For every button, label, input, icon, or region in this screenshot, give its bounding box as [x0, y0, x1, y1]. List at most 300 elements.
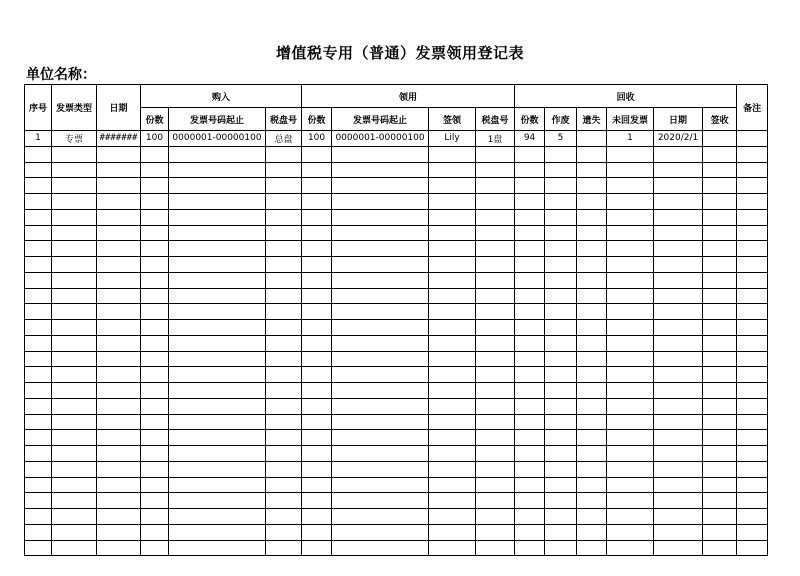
table-cell[interactable] [141, 477, 169, 493]
table-cell[interactable] [654, 146, 703, 162]
table-cell[interactable] [515, 225, 545, 241]
table-cell[interactable] [25, 477, 52, 493]
table-cell[interactable] [654, 398, 703, 414]
table-cell[interactable] [169, 383, 266, 399]
table-cell[interactable] [607, 509, 654, 525]
table-cell[interactable] [141, 509, 169, 525]
table-cell[interactable] [169, 178, 266, 194]
table-cell[interactable] [266, 461, 302, 477]
table-cell[interactable] [141, 304, 169, 320]
table-cell[interactable] [476, 272, 515, 288]
table-cell[interactable] [169, 398, 266, 414]
table-cell[interactable] [515, 351, 545, 367]
table-cell[interactable] [52, 335, 97, 351]
table-cell[interactable] [97, 320, 141, 336]
table-cell[interactable] [302, 493, 332, 509]
table-cell[interactable] [97, 367, 141, 383]
table-cell[interactable] [141, 272, 169, 288]
table-cell[interactable] [654, 540, 703, 556]
table-cell[interactable] [266, 335, 302, 351]
table-cell[interactable] [52, 367, 97, 383]
table-cell[interactable] [25, 162, 52, 178]
table-cell[interactable] [141, 209, 169, 225]
table-cell[interactable] [545, 540, 577, 556]
table-cell[interactable] [332, 241, 429, 257]
table-cell[interactable] [607, 335, 654, 351]
table-cell[interactable] [737, 398, 768, 414]
table-cell[interactable] [97, 351, 141, 367]
table-cell[interactable] [577, 367, 607, 383]
table-cell[interactable] [97, 257, 141, 273]
table-cell[interactable] [25, 272, 52, 288]
table-cell[interactable] [577, 146, 607, 162]
table-cell[interactable] [169, 320, 266, 336]
table-cell[interactable] [332, 162, 429, 178]
table-cell[interactable] [545, 430, 577, 446]
table-cell[interactable] [302, 335, 332, 351]
table-cell[interactable] [737, 335, 768, 351]
table-cell[interactable] [141, 430, 169, 446]
table-cell[interactable] [545, 398, 577, 414]
table-cell[interactable] [266, 414, 302, 430]
table-cell[interactable] [141, 288, 169, 304]
table-cell[interactable] [332, 335, 429, 351]
table-cell[interactable] [737, 351, 768, 367]
table-cell[interactable] [266, 304, 302, 320]
table-cell[interactable] [332, 146, 429, 162]
table-cell[interactable] [429, 509, 476, 525]
table-cell[interactable] [302, 162, 332, 178]
table-cell[interactable] [515, 509, 545, 525]
cell-receive-range[interactable]: 0000001-00000100 [332, 131, 429, 147]
table-cell[interactable] [332, 367, 429, 383]
table-cell[interactable] [545, 461, 577, 477]
table-cell[interactable] [577, 241, 607, 257]
table-cell[interactable] [97, 146, 141, 162]
table-cell[interactable] [737, 178, 768, 194]
table-cell[interactable] [577, 446, 607, 462]
table-cell[interactable] [266, 241, 302, 257]
table-cell[interactable] [97, 304, 141, 320]
table-cell[interactable] [332, 493, 429, 509]
table-cell[interactable] [703, 509, 737, 525]
table-cell[interactable] [703, 162, 737, 178]
table-cell[interactable] [52, 146, 97, 162]
cell-purchase-count[interactable]: 100 [141, 131, 169, 147]
table-cell[interactable] [515, 414, 545, 430]
table-cell[interactable] [141, 335, 169, 351]
table-cell[interactable] [737, 194, 768, 210]
table-cell[interactable] [654, 320, 703, 336]
table-cell[interactable] [737, 383, 768, 399]
cell-purchase-disk[interactable]: 总盘 [266, 131, 302, 147]
table-cell[interactable] [266, 320, 302, 336]
table-cell[interactable] [141, 178, 169, 194]
table-cell[interactable] [25, 351, 52, 367]
table-cell[interactable] [607, 146, 654, 162]
table-cell[interactable] [25, 304, 52, 320]
table-cell[interactable] [169, 414, 266, 430]
table-cell[interactable] [302, 146, 332, 162]
table-cell[interactable] [545, 335, 577, 351]
table-cell[interactable] [97, 477, 141, 493]
table-cell[interactable] [429, 414, 476, 430]
table-cell[interactable] [266, 257, 302, 273]
table-cell[interactable] [25, 446, 52, 462]
table-cell[interactable] [25, 430, 52, 446]
table-cell[interactable] [476, 524, 515, 540]
table-cell[interactable] [141, 146, 169, 162]
table-cell[interactable] [302, 383, 332, 399]
table-cell[interactable] [476, 162, 515, 178]
table-cell[interactable] [545, 524, 577, 540]
table-cell[interactable] [52, 162, 97, 178]
table-cell[interactable] [141, 367, 169, 383]
table-cell[interactable] [169, 540, 266, 556]
table-cell[interactable] [429, 288, 476, 304]
table-cell[interactable] [654, 194, 703, 210]
table-cell[interactable] [515, 194, 545, 210]
table-cell[interactable] [169, 477, 266, 493]
table-cell[interactable] [332, 257, 429, 273]
table-cell[interactable] [302, 225, 332, 241]
table-cell[interactable] [654, 178, 703, 194]
table-cell[interactable] [25, 509, 52, 525]
table-cell[interactable] [429, 178, 476, 194]
table-cell[interactable] [515, 446, 545, 462]
table-cell[interactable] [97, 178, 141, 194]
table-cell[interactable] [429, 351, 476, 367]
table-cell[interactable] [737, 241, 768, 257]
table-cell[interactable] [476, 209, 515, 225]
table-cell[interactable] [141, 414, 169, 430]
table-cell[interactable] [25, 398, 52, 414]
table-cell[interactable] [141, 461, 169, 477]
table-cell[interactable] [169, 241, 266, 257]
table-cell[interactable] [52, 414, 97, 430]
table-cell[interactable] [515, 477, 545, 493]
table-cell[interactable] [607, 461, 654, 477]
table-cell[interactable] [266, 209, 302, 225]
table-cell[interactable] [266, 146, 302, 162]
table-cell[interactable] [545, 351, 577, 367]
table-cell[interactable] [25, 383, 52, 399]
table-cell[interactable] [737, 540, 768, 556]
table-cell[interactable] [141, 257, 169, 273]
table-cell[interactable] [141, 398, 169, 414]
cell-receive-disk[interactable]: 1盘 [476, 131, 515, 147]
table-cell[interactable] [545, 209, 577, 225]
table-cell[interactable] [577, 209, 607, 225]
table-cell[interactable] [25, 540, 52, 556]
table-cell[interactable] [52, 524, 97, 540]
table-cell[interactable] [545, 446, 577, 462]
table-cell[interactable] [429, 257, 476, 273]
table-cell[interactable] [545, 477, 577, 493]
table-cell[interactable] [577, 398, 607, 414]
table-cell[interactable] [515, 430, 545, 446]
table-cell[interactable] [141, 351, 169, 367]
table-cell[interactable] [25, 194, 52, 210]
table-cell[interactable] [332, 225, 429, 241]
table-cell[interactable] [577, 178, 607, 194]
cell-recover-date[interactable]: 2020/2/1 [654, 131, 703, 147]
table-cell[interactable] [545, 383, 577, 399]
table-cell[interactable] [266, 524, 302, 540]
table-cell[interactable] [476, 477, 515, 493]
table-cell[interactable] [52, 272, 97, 288]
table-cell[interactable] [654, 493, 703, 509]
table-cell[interactable] [703, 461, 737, 477]
table-cell[interactable] [607, 446, 654, 462]
table-cell[interactable] [515, 146, 545, 162]
table-cell[interactable] [169, 162, 266, 178]
table-cell[interactable] [607, 304, 654, 320]
table-cell[interactable] [97, 524, 141, 540]
table-cell[interactable] [703, 367, 737, 383]
table-cell[interactable] [52, 430, 97, 446]
table-cell[interactable] [607, 209, 654, 225]
table-cell[interactable] [577, 304, 607, 320]
table-cell[interactable] [141, 225, 169, 241]
table-cell[interactable] [515, 320, 545, 336]
table-cell[interactable] [25, 209, 52, 225]
table-cell[interactable] [52, 288, 97, 304]
table-cell[interactable] [169, 335, 266, 351]
table-cell[interactable] [607, 398, 654, 414]
cell-remarks[interactable] [737, 131, 768, 147]
table-cell[interactable] [737, 524, 768, 540]
table-cell[interactable] [737, 461, 768, 477]
table-cell[interactable] [737, 162, 768, 178]
table-cell[interactable] [25, 146, 52, 162]
table-cell[interactable] [577, 430, 607, 446]
table-cell[interactable] [737, 272, 768, 288]
table-cell[interactable] [703, 288, 737, 304]
table-cell[interactable] [302, 272, 332, 288]
table-cell[interactable] [515, 272, 545, 288]
table-cell[interactable] [654, 162, 703, 178]
table-cell[interactable] [52, 320, 97, 336]
table-cell[interactable] [25, 414, 52, 430]
table-cell[interactable] [97, 335, 141, 351]
table-cell[interactable] [515, 383, 545, 399]
table-cell[interactable] [545, 272, 577, 288]
table-cell[interactable] [141, 320, 169, 336]
table-cell[interactable] [52, 383, 97, 399]
table-cell[interactable] [169, 351, 266, 367]
table-cell[interactable] [52, 241, 97, 257]
table-cell[interactable] [97, 194, 141, 210]
table-cell[interactable] [607, 524, 654, 540]
table-cell[interactable] [302, 209, 332, 225]
table-cell[interactable] [302, 461, 332, 477]
table-cell[interactable] [654, 414, 703, 430]
table-cell[interactable] [607, 257, 654, 273]
table-cell[interactable] [577, 257, 607, 273]
table-cell[interactable] [577, 162, 607, 178]
table-cell[interactable] [654, 272, 703, 288]
table-cell[interactable] [25, 257, 52, 273]
table-cell[interactable] [654, 209, 703, 225]
table-cell[interactable] [332, 446, 429, 462]
table-cell[interactable] [429, 162, 476, 178]
table-cell[interactable] [97, 288, 141, 304]
table-cell[interactable] [703, 446, 737, 462]
table-cell[interactable] [737, 225, 768, 241]
table-cell[interactable] [607, 241, 654, 257]
table-cell[interactable] [141, 162, 169, 178]
table-cell[interactable] [169, 194, 266, 210]
table-cell[interactable] [515, 461, 545, 477]
table-cell[interactable] [52, 446, 97, 462]
table-cell[interactable] [169, 524, 266, 540]
table-cell[interactable] [703, 272, 737, 288]
table-cell[interactable] [302, 540, 332, 556]
table-cell[interactable] [703, 209, 737, 225]
table-cell[interactable] [607, 351, 654, 367]
table-cell[interactable] [577, 493, 607, 509]
table-cell[interactable] [607, 477, 654, 493]
table-cell[interactable] [545, 304, 577, 320]
table-cell[interactable] [545, 178, 577, 194]
table-cell[interactable] [429, 304, 476, 320]
table-cell[interactable] [577, 225, 607, 241]
table-cell[interactable] [302, 351, 332, 367]
table-cell[interactable] [332, 540, 429, 556]
table-cell[interactable] [429, 225, 476, 241]
cell-recover-count[interactable]: 94 [515, 131, 545, 147]
table-cell[interactable] [97, 398, 141, 414]
table-cell[interactable] [302, 446, 332, 462]
table-cell[interactable] [476, 178, 515, 194]
table-cell[interactable] [703, 540, 737, 556]
table-cell[interactable] [169, 446, 266, 462]
table-cell[interactable] [429, 398, 476, 414]
table-cell[interactable] [141, 540, 169, 556]
table-cell[interactable] [737, 209, 768, 225]
table-cell[interactable] [266, 383, 302, 399]
table-cell[interactable] [545, 146, 577, 162]
table-cell[interactable] [302, 288, 332, 304]
table-cell[interactable] [141, 493, 169, 509]
table-cell[interactable] [515, 493, 545, 509]
table-cell[interactable] [737, 367, 768, 383]
table-cell[interactable] [703, 304, 737, 320]
table-cell[interactable] [577, 509, 607, 525]
table-cell[interactable] [97, 461, 141, 477]
table-cell[interactable] [429, 493, 476, 509]
table-cell[interactable] [515, 241, 545, 257]
table-cell[interactable] [266, 509, 302, 525]
table-cell[interactable] [654, 367, 703, 383]
table-cell[interactable] [654, 446, 703, 462]
table-cell[interactable] [97, 241, 141, 257]
table-cell[interactable] [169, 146, 266, 162]
table-cell[interactable] [476, 241, 515, 257]
table-cell[interactable] [97, 272, 141, 288]
table-cell[interactable] [577, 335, 607, 351]
table-cell[interactable] [476, 225, 515, 241]
table-cell[interactable] [545, 367, 577, 383]
table-cell[interactable] [476, 194, 515, 210]
table-cell[interactable] [332, 320, 429, 336]
table-cell[interactable] [577, 524, 607, 540]
table-cell[interactable] [429, 430, 476, 446]
table-cell[interactable] [52, 209, 97, 225]
table-cell[interactable] [25, 225, 52, 241]
table-cell[interactable] [515, 367, 545, 383]
table-cell[interactable] [607, 288, 654, 304]
table-cell[interactable] [332, 351, 429, 367]
table-cell[interactable] [25, 288, 52, 304]
table-cell[interactable] [429, 367, 476, 383]
table-cell[interactable] [607, 162, 654, 178]
table-cell[interactable] [169, 209, 266, 225]
table-cell[interactable] [266, 162, 302, 178]
table-cell[interactable] [97, 162, 141, 178]
table-cell[interactable] [577, 351, 607, 367]
table-cell[interactable] [654, 524, 703, 540]
table-cell[interactable] [266, 272, 302, 288]
table-cell[interactable] [515, 304, 545, 320]
table-cell[interactable] [545, 493, 577, 509]
table-cell[interactable] [302, 477, 332, 493]
table-cell[interactable] [169, 509, 266, 525]
table-cell[interactable] [302, 178, 332, 194]
table-cell[interactable] [97, 509, 141, 525]
table-cell[interactable] [703, 257, 737, 273]
table-cell[interactable] [654, 461, 703, 477]
table-cell[interactable] [97, 414, 141, 430]
table-cell[interactable] [654, 351, 703, 367]
table-cell[interactable] [703, 477, 737, 493]
table-cell[interactable] [302, 430, 332, 446]
table-cell[interactable] [476, 351, 515, 367]
table-cell[interactable] [476, 288, 515, 304]
cell-receive-sign[interactable]: Lily [429, 131, 476, 147]
table-cell[interactable] [25, 241, 52, 257]
table-cell[interactable] [577, 383, 607, 399]
table-cell[interactable] [654, 335, 703, 351]
table-cell[interactable] [332, 383, 429, 399]
table-cell[interactable] [266, 351, 302, 367]
table-cell[interactable] [429, 146, 476, 162]
table-cell[interactable] [515, 257, 545, 273]
table-cell[interactable] [703, 320, 737, 336]
table-cell[interactable] [25, 178, 52, 194]
table-cell[interactable] [332, 209, 429, 225]
table-cell[interactable] [169, 225, 266, 241]
table-cell[interactable] [97, 430, 141, 446]
table-cell[interactable] [332, 509, 429, 525]
table-cell[interactable] [476, 320, 515, 336]
table-cell[interactable] [429, 477, 476, 493]
table-cell[interactable] [703, 335, 737, 351]
table-cell[interactable] [302, 398, 332, 414]
table-cell[interactable] [429, 461, 476, 477]
table-cell[interactable] [577, 320, 607, 336]
table-cell[interactable] [654, 477, 703, 493]
table-cell[interactable] [52, 461, 97, 477]
table-cell[interactable] [429, 335, 476, 351]
table-cell[interactable] [429, 383, 476, 399]
cell-recover-unreturned[interactable]: 1 [607, 131, 654, 147]
table-cell[interactable] [737, 477, 768, 493]
table-cell[interactable] [97, 446, 141, 462]
table-cell[interactable] [52, 304, 97, 320]
table-cell[interactable] [476, 509, 515, 525]
